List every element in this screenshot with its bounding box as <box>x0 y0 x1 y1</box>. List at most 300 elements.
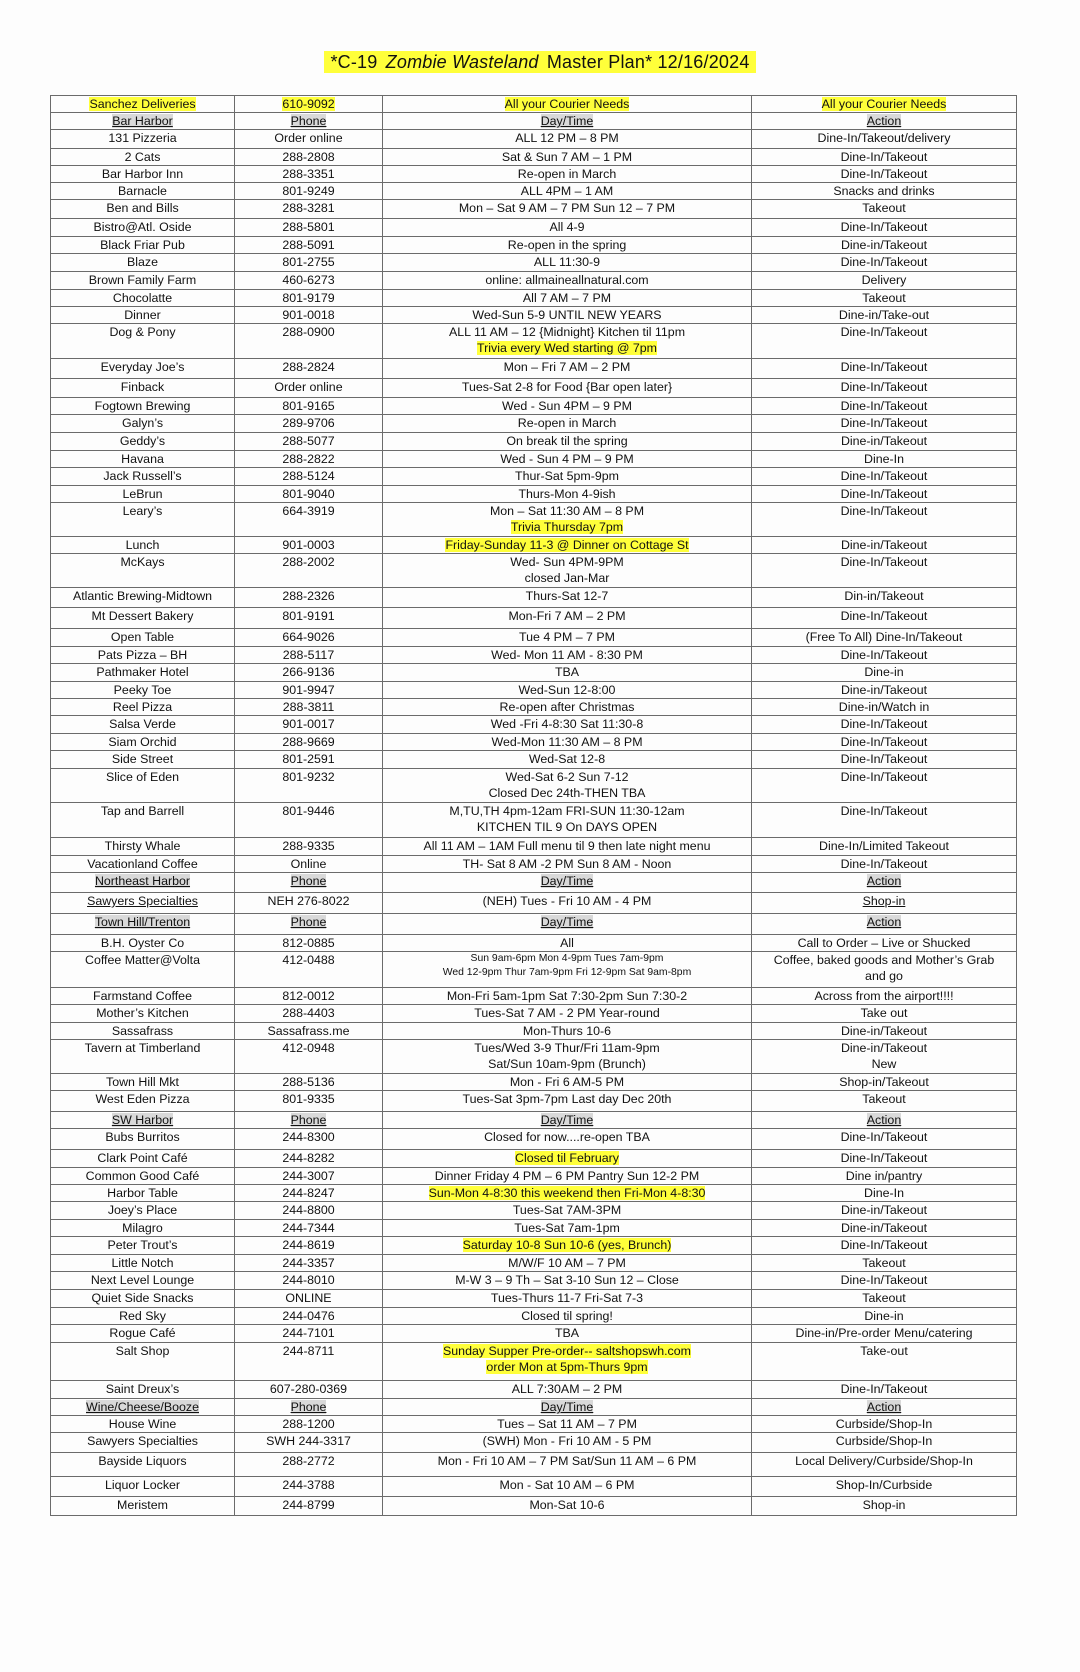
business-name-cell-text: Fogtown Brewing <box>94 399 191 413</box>
day-time-cell-line: Re-open in the spring <box>507 238 627 252</box>
phone-cell <box>235 873 383 893</box>
business-name-cell <box>51 130 235 149</box>
action-cell <box>752 588 1017 608</box>
action-cell <box>752 751 1017 769</box>
day-time-cell-line: Tue 4 PM – 7 PM <box>519 630 615 644</box>
day-time-cell <box>383 1399 752 1416</box>
phone-cell-text: 460-6273 <box>282 273 335 287</box>
action-cell-line: Shop-in <box>862 894 906 908</box>
business-name-cell-text: Dinner <box>124 308 161 322</box>
business-name-cell <box>51 113 235 130</box>
action-cell <box>752 1477 1017 1497</box>
day-time-cell <box>383 468 752 486</box>
phone-cell <box>235 751 383 769</box>
business-name-cell-text: Open Table <box>110 630 175 644</box>
day-time-cell <box>383 988 752 1005</box>
action-cell <box>752 554 1017 588</box>
business-name-cell-text: Wine/Cheese/Booze <box>86 1400 199 1414</box>
business-name-cell-text: Milagro <box>122 1221 163 1235</box>
day-time-cell-line: (SWH) Mon - Fri 10 AM - 5 PM <box>482 1434 652 1448</box>
phone-cell-text: 288-4403 <box>282 1006 335 1020</box>
day-time-cell-line: Wed -Fri 4-8:30 Sat 11:30-8 <box>490 717 644 731</box>
action-cell-line: Dine-In <box>864 452 904 466</box>
day-time-cell <box>383 682 752 699</box>
action-cell-line: Dine-in/Takeout <box>840 1203 928 1217</box>
day-time-cell <box>383 324 752 359</box>
day-time-cell-line: ALL 7:30AM – 2 PM <box>511 1382 623 1396</box>
day-time-cell <box>383 1343 752 1381</box>
day-time-cell-line: Closed til spring! <box>521 1309 613 1323</box>
phone-cell <box>235 629 383 647</box>
business-name-cell-text: Meristem <box>117 1498 168 1512</box>
day-time-cell-line: ALL 4PM – 1 AM <box>520 184 614 198</box>
action-cell <box>752 1343 1017 1381</box>
action-cell <box>752 1074 1017 1091</box>
day-time-cell <box>383 290 752 307</box>
day-time-cell-line: M/W/F 10 AM – 7 PM <box>508 1256 626 1270</box>
day-time-cell-line: Sun 9am-6pm Mon 4-9pm Tues 7am-9pm <box>470 953 664 964</box>
business-name-cell <box>51 1185 235 1202</box>
table-row <box>51 468 1017 486</box>
action-cell-line: Across from the airport!!!! <box>814 989 954 1003</box>
table-row <box>51 1325 1017 1343</box>
day-time-cell <box>383 1185 752 1202</box>
action-cell <box>752 1433 1017 1453</box>
table-row <box>51 647 1017 664</box>
action-cell <box>752 1453 1017 1477</box>
business-name-cell-text: Coffee Matter@Volta <box>85 953 200 967</box>
action-cell <box>752 433 1017 451</box>
day-time-cell <box>383 1255 752 1272</box>
business-name-cell <box>51 629 235 647</box>
section-header-row <box>51 113 1017 130</box>
phone-cell-text: 288-3281 <box>282 201 335 215</box>
day-time-cell <box>383 873 752 893</box>
business-name-cell-text: Town Hill Mkt <box>106 1075 179 1089</box>
day-time-cell-line: Mon - Sat 10 AM – 6 PM <box>499 1478 635 1492</box>
action-cell <box>752 324 1017 359</box>
business-name-cell-text: Bar Harbor Inn <box>101 167 184 181</box>
business-name-cell <box>51 1150 235 1168</box>
phone-cell <box>235 130 383 149</box>
phone-cell-text: 801-9249 <box>282 184 335 198</box>
table-row <box>51 96 1017 113</box>
day-time-cell-line: Wed 12-9pm Thur 7am-9pm Fri 12-9pm Sat 9am-8pm <box>442 967 692 978</box>
action-cell-line: Dine-In/Takeout/delivery <box>817 131 951 145</box>
business-name-cell-text: Finback <box>120 380 165 394</box>
phone-cell <box>235 1150 383 1168</box>
day-time-cell-line: Mon – Sat 9 AM – 7 PM Sun 12 – 7 PM <box>458 201 676 215</box>
phone-cell-text: 664-3919 <box>282 504 335 518</box>
phone-cell-text: 244-7101 <box>282 1326 335 1340</box>
day-time-cell <box>383 1023 752 1040</box>
day-time-cell <box>383 1308 752 1325</box>
action-cell-line: Dine-In/Takeout <box>840 399 928 413</box>
business-name-cell <box>51 769 235 803</box>
business-name-cell <box>51 893 235 914</box>
action-cell <box>752 893 1017 914</box>
day-time-cell-line: TBA <box>554 1326 580 1340</box>
day-time-cell-line: Mon-Fri 7 AM – 2 PM <box>508 609 626 623</box>
day-time-cell <box>383 451 752 468</box>
business-name-cell-text: Side Street <box>111 752 174 766</box>
phone-cell <box>235 200 383 219</box>
action-cell-line: Dine-in <box>864 1309 904 1323</box>
phone-cell <box>235 1290 383 1308</box>
action-cell-line: Dine-In/Takeout <box>840 770 928 784</box>
business-name-cell <box>51 166 235 183</box>
table-row <box>51 734 1017 751</box>
phone-cell <box>235 664 383 682</box>
phone-cell <box>235 1272 383 1290</box>
title-rest: Master Plan* 12/16/2024 <box>539 51 753 73</box>
day-time-cell-line: ALL 11:30-9 <box>533 255 601 269</box>
table-row <box>51 716 1017 734</box>
day-time-cell <box>383 1381 752 1399</box>
action-cell-line: Local Delivery/Curbside/Shop-In <box>795 1454 973 1468</box>
action-cell-line: Dine-in/Takeout <box>840 1221 928 1235</box>
business-name-cell-text: Bar Harbor <box>112 114 173 128</box>
action-cell <box>752 486 1017 503</box>
day-time-cell <box>383 1005 752 1023</box>
business-name-cell <box>51 1005 235 1023</box>
action-cell <box>752 914 1017 935</box>
day-time-cell-line: Mon - Fri 10 AM – 7 PM Sat/Sun 11 AM – 6 PM <box>437 1454 697 1468</box>
action-cell-line: Dine-in/Takeout <box>840 538 928 552</box>
action-cell <box>752 272 1017 290</box>
action-cell <box>752 1272 1017 1290</box>
day-time-cell <box>383 699 752 716</box>
business-name-cell <box>51 219 235 237</box>
phone-cell <box>235 113 383 130</box>
day-time-cell <box>383 398 752 415</box>
day-time-cell-line: Sat/Sun 10am-9pm (Brunch) <box>488 1057 646 1071</box>
day-time-cell <box>383 769 752 803</box>
action-cell-line: and go <box>865 969 903 983</box>
action-cell-line: Shop-in/Takeout <box>839 1075 929 1089</box>
table-row <box>51 1381 1017 1399</box>
phone-cell <box>235 1112 383 1129</box>
phone-cell-text: 288-1200 <box>282 1417 335 1431</box>
business-name-cell-text: Joey’s Place <box>107 1203 178 1217</box>
phone-cell-text: 244-8800 <box>282 1203 335 1217</box>
action-cell-line: Snacks and drinks <box>833 184 935 198</box>
phone-cell-text: 288-5801 <box>282 220 335 234</box>
phone-cell-text: 288-5124 <box>282 469 335 483</box>
action-cell <box>752 629 1017 647</box>
table-row <box>51 1497 1017 1516</box>
phone-cell-text: 244-8282 <box>282 1151 335 1165</box>
business-name-cell-text: Town Hill/Trenton <box>94 915 191 929</box>
phone-cell <box>235 1381 383 1399</box>
table-row <box>51 1023 1017 1040</box>
table-row <box>51 1308 1017 1325</box>
phone-cell <box>235 1477 383 1497</box>
business-name-cell-text: Quiet Side Snacks <box>91 1291 194 1305</box>
day-time-cell <box>383 1150 752 1168</box>
action-cell-line: Dine-In/Takeout <box>840 220 928 234</box>
day-time-cell <box>383 935 752 952</box>
business-name-cell <box>51 952 235 988</box>
day-time-cell-line: Wed - Sun 4PM – 9 PM <box>502 399 632 413</box>
phone-cell <box>235 290 383 307</box>
day-time-cell <box>383 200 752 219</box>
phone-cell <box>235 468 383 486</box>
day-time-cell <box>383 254 752 272</box>
business-name-cell <box>51 588 235 608</box>
business-name-cell <box>51 272 235 290</box>
day-time-cell <box>383 838 752 856</box>
business-name-cell <box>51 1168 235 1185</box>
phone-cell-text: 244-8247 <box>282 1186 335 1200</box>
business-name-cell-text: Ben and Bills <box>106 201 179 215</box>
table-row <box>51 1185 1017 1202</box>
day-time-cell <box>383 379 752 398</box>
phone-cell <box>235 415 383 433</box>
phone-cell-text: 801-9179 <box>282 291 335 305</box>
business-name-cell-text: Bayside Liquors <box>98 1454 187 1468</box>
day-time-cell <box>383 1074 752 1091</box>
phone-cell-text: 801-2591 <box>282 752 335 766</box>
table-row <box>51 1343 1017 1381</box>
action-cell <box>752 873 1017 893</box>
day-time-cell-line: Mon-Fri 5am-1pm Sat 7:30-2pm Sun 7:30-2 <box>446 989 688 1003</box>
business-name-cell <box>51 664 235 682</box>
day-time-cell-line: Re-open in March <box>517 416 617 430</box>
action-cell-line: Dine-In/Takeout <box>840 1273 928 1287</box>
table-row <box>51 988 1017 1005</box>
action-cell-line: Dine-In/Takeout <box>840 1382 928 1396</box>
action-cell-line: All your Courier Needs <box>821 97 947 111</box>
phone-cell <box>235 1074 383 1091</box>
action-cell <box>752 379 1017 398</box>
action-cell-line: Dine-in/Takeout <box>840 683 928 697</box>
action-cell <box>752 935 1017 952</box>
action-cell <box>752 1150 1017 1168</box>
day-time-cell <box>383 629 752 647</box>
action-cell <box>752 237 1017 254</box>
day-time-cell-line: Closed Dec 24th-THEN TBA <box>488 786 646 800</box>
business-name-cell <box>51 1112 235 1129</box>
business-name-cell <box>51 803 235 838</box>
action-cell-line: Take out <box>860 1006 908 1020</box>
phone-cell <box>235 1237 383 1255</box>
action-cell <box>752 1023 1017 1040</box>
action-cell <box>752 200 1017 219</box>
table-row <box>51 254 1017 272</box>
action-cell <box>752 359 1017 379</box>
action-cell <box>752 183 1017 200</box>
phone-cell <box>235 433 383 451</box>
business-name-cell-text: Reel Pizza <box>112 700 173 714</box>
phone-cell-text: 288-2326 <box>282 589 335 603</box>
action-cell <box>752 1005 1017 1023</box>
section-header-row <box>51 914 1017 935</box>
table-row <box>51 237 1017 254</box>
phone-cell <box>235 96 383 113</box>
action-cell <box>752 1381 1017 1399</box>
business-name-cell-text: Dog & Pony <box>109 325 176 339</box>
action-cell <box>752 1255 1017 1272</box>
action-cell-line: Dine-In/Takeout <box>840 487 928 501</box>
day-time-cell-line: Dinner Friday 4 PM – 6 PM Pantry Sun 12-2 PM <box>434 1169 700 1183</box>
business-name-cell-text: Sawyers Specialties <box>87 1434 198 1448</box>
business-name-cell <box>51 1453 235 1477</box>
business-name-cell-text: Salt Shop <box>115 1344 170 1358</box>
day-time-cell-line: All your Courier Needs <box>504 97 630 111</box>
business-name-cell-text: West Eden Pizza <box>95 1092 190 1106</box>
action-cell-line: Dine-In/Takeout <box>840 735 928 749</box>
table-row <box>51 838 1017 856</box>
phone-cell-text: 244-8300 <box>282 1130 335 1144</box>
phone-cell <box>235 451 383 468</box>
table-row <box>51 1433 1017 1453</box>
business-name-cell-text: Little Notch <box>111 1256 174 1270</box>
action-cell <box>752 537 1017 554</box>
day-time-cell-line: M-W 3 – 9 Th – Sat 3-10 Sun 12 – Close <box>455 1273 679 1287</box>
table-row <box>51 537 1017 554</box>
table-row <box>51 398 1017 415</box>
action-cell-line: Curbside/Shop-In <box>835 1434 933 1448</box>
action-cell-line: Dine in/pantry <box>845 1169 923 1183</box>
business-name-cell-text: 131 Pizzeria <box>108 131 177 145</box>
business-name-cell <box>51 96 235 113</box>
table-row <box>51 1477 1017 1497</box>
day-time-cell-line: Wed- Sun 4PM-9PM <box>510 555 624 569</box>
business-name-cell <box>51 554 235 588</box>
phone-cell-text: 288-5136 <box>282 1075 335 1089</box>
business-name-cell <box>51 307 235 324</box>
phone-cell <box>235 734 383 751</box>
day-time-cell-line: order Mon at 5pm-Thurs 9pm <box>486 1360 648 1374</box>
business-name-cell-text: Jack Russell’s <box>103 469 182 483</box>
day-time-cell <box>383 433 752 451</box>
phone-cell <box>235 272 383 290</box>
day-time-cell <box>383 272 752 290</box>
day-time-cell <box>383 1237 752 1255</box>
business-name-cell <box>51 359 235 379</box>
phone-cell-text: 801-9191 <box>282 609 335 623</box>
phone-cell <box>235 647 383 664</box>
day-time-cell-line: Sun-Mon 4-8:30 this weekend then Fri-Mon 4-8:30 <box>428 1186 706 1200</box>
day-time-cell-line: All 4-9 <box>549 220 585 234</box>
phone-cell <box>235 1023 383 1040</box>
action-cell-line: Coffee, baked goods and Mother’s Grab <box>773 953 995 967</box>
business-name-cell-text: Leary’s <box>122 504 163 518</box>
day-time-cell-line: Wed- Mon 11 AM - 8:30 PM <box>491 648 643 662</box>
day-time-cell-line: (NEH) Tues - Fri 10 AM - 4 PM <box>482 894 652 908</box>
action-cell <box>752 398 1017 415</box>
day-time-cell-line: Sat & Sun 7 AM – 1 PM <box>501 150 633 164</box>
table-row <box>51 1074 1017 1091</box>
business-name-cell <box>51 398 235 415</box>
business-name-cell <box>51 734 235 751</box>
title-highlight <box>324 51 755 73</box>
business-name-cell-text: Mother’s Kitchen <box>96 1006 189 1020</box>
phone-cell-text: 288-2824 <box>282 360 335 374</box>
day-time-cell <box>383 1272 752 1290</box>
phone-cell-text: 801-2755 <box>282 255 335 269</box>
action-cell-line: Dine-In/Takeout <box>840 857 928 871</box>
action-cell <box>752 1237 1017 1255</box>
table-row <box>51 324 1017 359</box>
business-name-cell <box>51 1477 235 1497</box>
action-cell-line: Din-in/Takeout <box>844 589 924 603</box>
table-row <box>51 608 1017 629</box>
action-cell <box>752 1129 1017 1150</box>
business-name-cell-text: Slice of Eden <box>105 770 179 784</box>
action-cell-line: Takeout <box>862 1291 906 1305</box>
phone-cell <box>235 254 383 272</box>
table-row <box>51 149 1017 166</box>
table-row <box>51 751 1017 769</box>
action-cell <box>752 1220 1017 1237</box>
business-name-cell <box>51 1343 235 1381</box>
phone-cell <box>235 307 383 324</box>
day-time-cell-line: TBA <box>554 665 580 679</box>
business-name-cell-text: Tap and Barrell <box>100 804 185 818</box>
business-name-cell <box>51 1381 235 1399</box>
phone-cell-text: 244-3007 <box>282 1169 335 1183</box>
phone-cell-text: 664-9026 <box>282 630 335 644</box>
day-time-cell <box>383 588 752 608</box>
action-cell <box>752 451 1017 468</box>
phone-cell-text: 901-0003 <box>282 538 335 552</box>
action-cell <box>752 734 1017 751</box>
phone-cell <box>235 537 383 554</box>
phone-cell <box>235 1255 383 1272</box>
title-italic: Zombie Wasteland <box>385 52 539 72</box>
phone-cell <box>235 893 383 914</box>
business-name-cell-text: Sanchez Deliveries <box>89 97 196 111</box>
day-time-cell <box>383 803 752 838</box>
day-time-cell <box>383 856 752 873</box>
business-name-cell-text: Everyday Joe’s <box>100 360 185 374</box>
phone-cell <box>235 166 383 183</box>
business-name-cell <box>51 856 235 873</box>
day-time-cell-line: ALL 11 AM – 12 {Midnight} Kitchen til 11pm <box>448 325 686 339</box>
phone-cell <box>235 914 383 935</box>
day-time-cell <box>383 1129 752 1150</box>
table-row <box>51 682 1017 699</box>
table-row <box>51 451 1017 468</box>
day-time-cell-line: Tues – Sat 11 AM – 7 PM <box>497 1417 637 1431</box>
day-time-cell-line: Wed-Sat 6-2 Sun 7-12 <box>505 770 629 784</box>
business-name-cell <box>51 415 235 433</box>
business-name-cell <box>51 1272 235 1290</box>
business-name-cell <box>51 647 235 664</box>
business-name-cell-text: Pats Pizza – BH <box>97 648 188 662</box>
business-name-cell-text: Havana <box>121 452 164 466</box>
phone-cell <box>235 1416 383 1433</box>
phone-cell-text: Order online <box>274 380 343 394</box>
table-row <box>51 554 1017 588</box>
day-time-cell-line: Tues/Wed 3-9 Thur/Fri 11am-9pm <box>474 1041 660 1055</box>
phone-cell <box>235 1091 383 1112</box>
action-cell-line: Dine-In/Takeout <box>840 416 928 430</box>
day-time-cell <box>383 1325 752 1343</box>
action-cell-line: Dine-In/Takeout <box>840 752 928 766</box>
business-name-cell-text: Vacationland Coffee <box>87 857 198 871</box>
day-time-cell-line: Wed-Sat 12-8 <box>528 752 606 766</box>
action-cell-line: Curbside/Shop-In <box>835 1417 933 1431</box>
business-name-cell <box>51 1290 235 1308</box>
phone-cell <box>235 1185 383 1202</box>
schedule-table-body <box>51 96 1017 1516</box>
business-name-cell <box>51 716 235 734</box>
day-time-cell <box>383 1040 752 1074</box>
business-name-cell-text: Peter Trout’s <box>107 1238 178 1252</box>
